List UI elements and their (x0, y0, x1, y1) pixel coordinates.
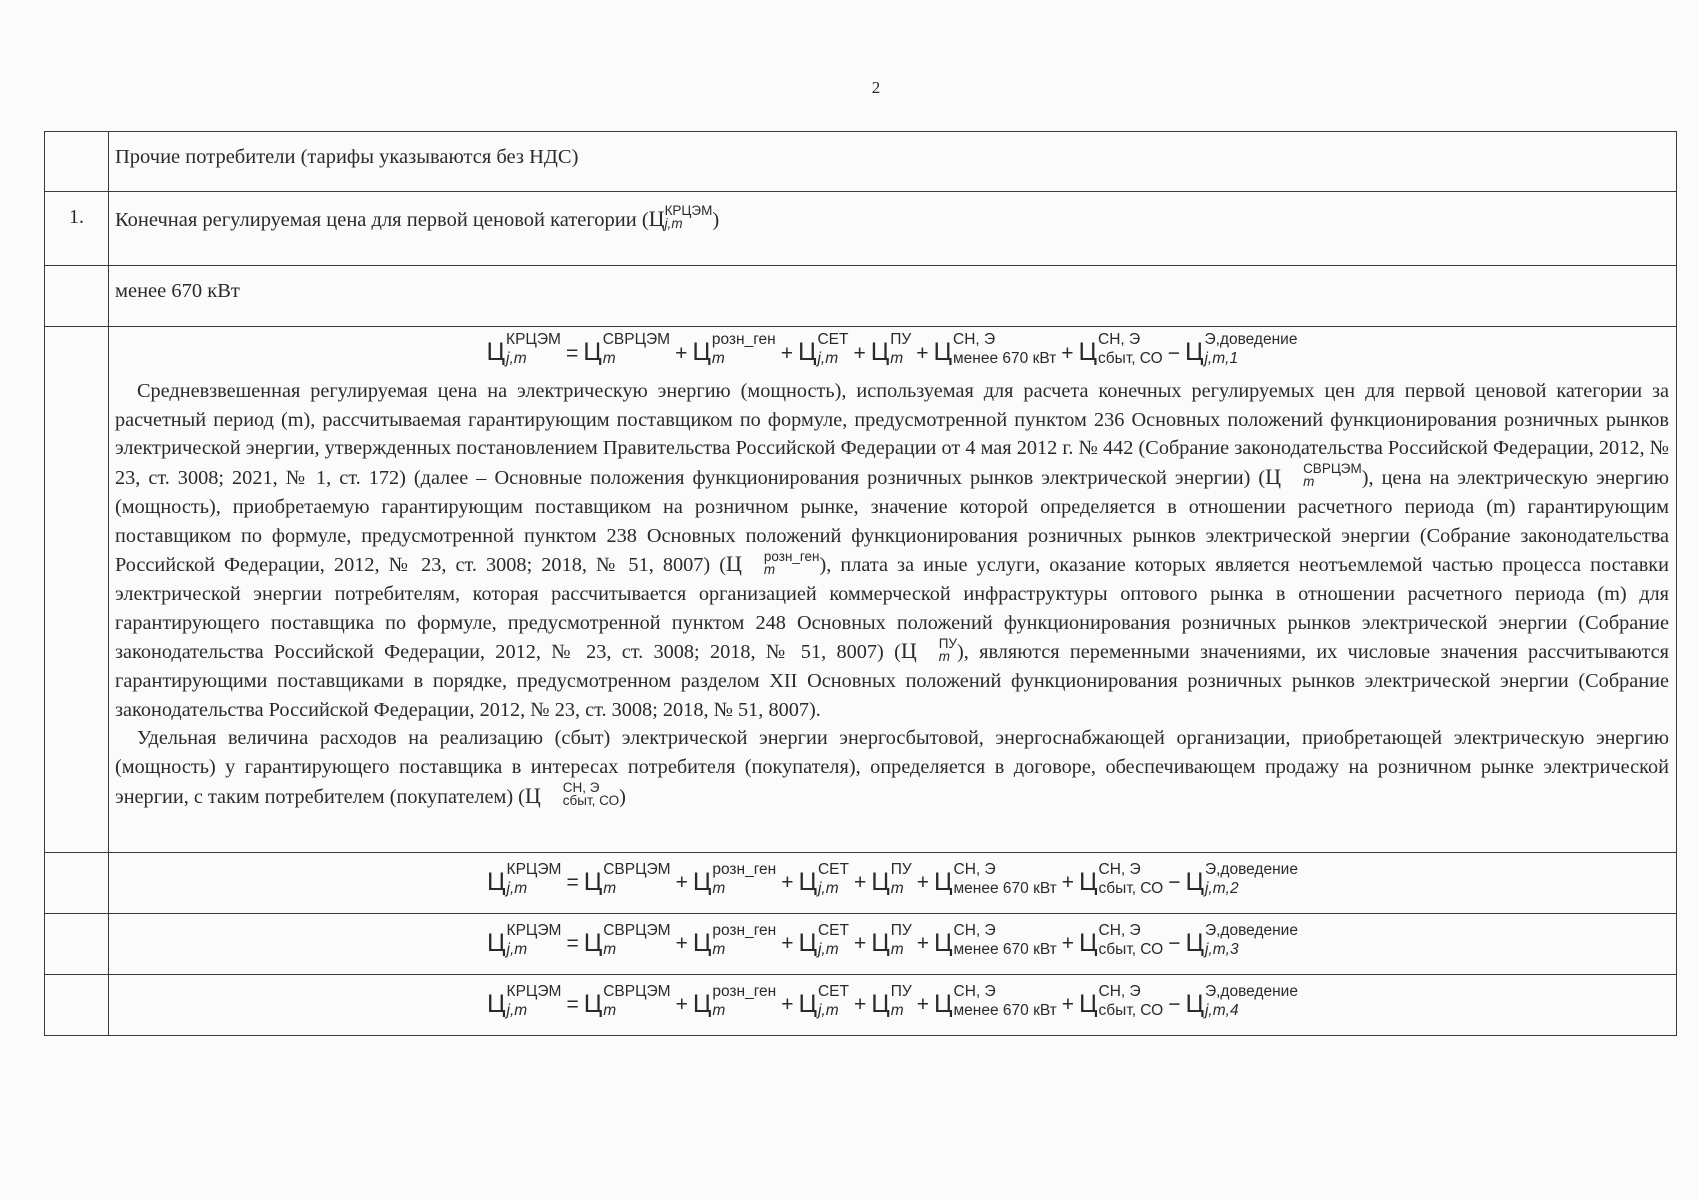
item-title-prefix: Конечная регулируемая цена для первой ценовой категории ( (115, 209, 649, 231)
operator: + (853, 932, 867, 956)
formula-3 (109, 914, 1676, 962)
page-number: 2 (871, 78, 881, 97)
term-svrtsem: Ц СВРЦЭМ m (583, 982, 671, 1019)
number-cell (45, 266, 109, 327)
formula-1 (115, 327, 1669, 371)
operator: + (780, 341, 793, 365)
term-dovedenie: Ц Э,доведение j,m,4 (1185, 982, 1298, 1019)
term-pu: Ц ПУ m (871, 982, 912, 1019)
term-set: Ц СЕТ j,m (797, 331, 849, 367)
table-row (45, 266, 1677, 327)
operator: = (565, 341, 579, 365)
operator: + (781, 871, 794, 895)
formula-cell (109, 974, 1677, 1035)
operator: = (566, 871, 579, 895)
term-rozn-gen: Ц розн_ген m (692, 331, 776, 367)
operator: + (916, 993, 930, 1017)
operator: = (566, 993, 579, 1017)
number-cell (45, 913, 109, 974)
term-krtsem: Ц КРЦЭМ j,m (487, 860, 562, 897)
term-svrtsem: Ц СВРЦЭМ m (583, 921, 671, 958)
term-sbyt: Ц СН, Э сбыт, СО (1079, 982, 1164, 1019)
operator: + (675, 932, 688, 956)
term-sbyt: Ц СН, Э сбыт, СО (1079, 860, 1164, 897)
header-row-text: Прочие потребители (тарифы указываются без НДС) (109, 132, 1677, 192)
term-set: Ц СЕТ j,m (798, 860, 849, 897)
term-krtsem: Ц КРЦЭМ j,m (487, 982, 562, 1019)
subheader-text: менее 670 кВт (109, 266, 1677, 327)
term-pu: Ц ПУ m (870, 331, 912, 367)
operator: + (916, 932, 930, 956)
number-cell (45, 327, 109, 853)
formula-description-cell (109, 327, 1677, 853)
operator: + (1061, 341, 1074, 365)
operator: + (675, 341, 688, 365)
operator: − (1168, 932, 1181, 956)
term-dovedenie: Ц Э,доведение j,m,2 (1185, 860, 1298, 897)
operator: + (1061, 993, 1075, 1017)
operator: + (853, 871, 867, 895)
operator: + (916, 341, 929, 365)
term-rozn-gen: Ц розн_ген m (692, 921, 777, 958)
formula-cell (109, 852, 1677, 913)
operator: + (853, 993, 867, 1017)
term-pu: Ц ПУ m (871, 921, 912, 958)
term-set: Ц СЕТ j,m (798, 921, 849, 958)
term-sn-less-670: Ц СН, Э менее 670 кВт (933, 331, 1057, 367)
table-row (45, 852, 1677, 913)
operator: − (1168, 993, 1181, 1017)
tariff-table (44, 131, 1677, 1036)
operator: − (1168, 871, 1181, 895)
term-sn-less-670: Ц СН, Э менее 670 кВт (934, 921, 1057, 958)
term-set: Ц СЕТ j,m (798, 982, 849, 1019)
term-svrtsem: Ц СВРЦЭМ m (583, 860, 671, 897)
paragraph-weighted-price: Средневзвешенная регулируемая цена на электрическую энергию (мощность), используемая для расчета конечных регулируемых цен для первой ценовой категории за расчетный период (m), рассчитываемая гарантирующим поставщиком по формуле, предусмотренной пунктом 236 Основных положений функционирования розничных рынков электрической энергии, утвержденных постановлением Правительства Российской Федерации от 4 мая 2012 г. № 442 (Собрание законодательства Российской Федерации, 2012, № 23, ст. 3008; 2021, № 1, ст. 172) (далее – Основные положения функционирования розничных рынков электрической энергии) (Ц СВРЦЭМ m ), цена на электрическую энергию (мощность), приобретаемую гарантирующим поставщиком на розничном рынке, значение которой определяется в отношении расчетного периода (m) гарантирующим поставщиком по формуле, предусмотренной пунктом 238 Основных положений функционирования розничных рынков электрической энергии (Собрание законодательства Российской Федерации, 2012, № 23, ст. 3008; 2018, № 51, 8007) (Ц розн_ген m ), плата за иные услуги, оказание которых является неотъемлемой частью процесса поставки электрической энергии потребителям, которая рассчитывается организацией коммерческой инфраструктуры оптового рынка в отношении расчетного периода (m) для гарантирующего поставщика по формуле, предусмотренной пунктом 248 Основных положений функционирования розничных рынков электрической энергии (Собрание законодательства Российской Федерации, 2012, № 23, ст. 3008; 2018, № 51, 8007) (Ц ПУ m ), являются переменными значениями, их числовые значения рассчитываются гарантирующими поставщиками в порядке, предусмотренном разделом XII Основных положений функционирования розничных рынков электрической энергии (Собрание законодательства Российской Федерации, 2012, № 23, ст. 3008; 2018, № 51, 8007). (115, 380, 1670, 721)
inline-symbol-sbyt: Ц СН, Э сбыт, СО (524, 780, 620, 809)
formula-cell (109, 913, 1677, 974)
operator: + (853, 341, 866, 365)
operator: − (1167, 341, 1180, 365)
operator: + (675, 993, 688, 1017)
term-sbyt: Ц СН, Э сбыт, СО (1078, 331, 1163, 367)
formula-4 (109, 975, 1676, 1023)
term-svrtsem: Ц СВРЦЭМ m (583, 331, 671, 367)
term-rozn-gen: Ц розн_ген m (692, 860, 777, 897)
paragraph-sales-costs: Удельная величина расходов на реализацию (сбыт) электрической энергии энергосбытовой, энергоснабжающей организации, приобретающей электрическую энергию (мощность) у гарантирующего поставщика в интересах потребителя (покупателя), определяется в договоре, обеспечивающем продажу на розничном рынке электрической энергии, с таким потребителем (покупателем) (Ц СН, Э сбыт, СО ) (115, 727, 1669, 809)
term-sbyt: Ц СН, Э сбыт, СО (1079, 921, 1164, 958)
item-title (109, 192, 1677, 266)
item-number: 1. (45, 192, 109, 266)
term-sn-less-670: Ц СН, Э менее 670 кВт (934, 860, 1057, 897)
term-pu: Ц ПУ m (871, 860, 912, 897)
formula-2 (109, 853, 1676, 901)
table-row (45, 132, 1677, 192)
term-krtsem: Ц КРЦЭМ j,m (486, 331, 561, 367)
operator: + (781, 993, 794, 1017)
inline-symbol-rozn-gen: Ц розн_ген m (726, 548, 820, 577)
operator: + (1061, 932, 1075, 956)
operator: = (566, 932, 579, 956)
table-row (45, 192, 1677, 266)
operator: + (1061, 871, 1075, 895)
table-row (45, 913, 1677, 974)
inline-symbol-krtsem: Ц КРЦЭМ j,m (648, 203, 713, 232)
inline-symbol-pu: Ц ПУ m (900, 635, 957, 664)
number-cell (45, 852, 109, 913)
item-title-suffix: ) (712, 209, 720, 231)
term-krtsem: Ц КРЦЭМ j,m (487, 921, 562, 958)
term-sn-less-670: Ц СН, Э менее 670 кВт (934, 982, 1057, 1019)
number-cell (45, 974, 109, 1035)
table-row (45, 974, 1677, 1035)
term-dovedenie: Ц Э,доведение j,m,3 (1185, 921, 1298, 958)
term-dovedenie: Ц Э,доведение j,m,1 (1184, 331, 1298, 367)
table-row (45, 327, 1677, 853)
number-cell (45, 132, 109, 192)
inline-symbol-svrtsem: Ц СВРЦЭМ m (1265, 461, 1362, 490)
operator: + (781, 932, 794, 956)
operator: + (675, 871, 688, 895)
operator: + (916, 871, 930, 895)
term-rozn-gen: Ц розн_ген m (692, 982, 777, 1019)
